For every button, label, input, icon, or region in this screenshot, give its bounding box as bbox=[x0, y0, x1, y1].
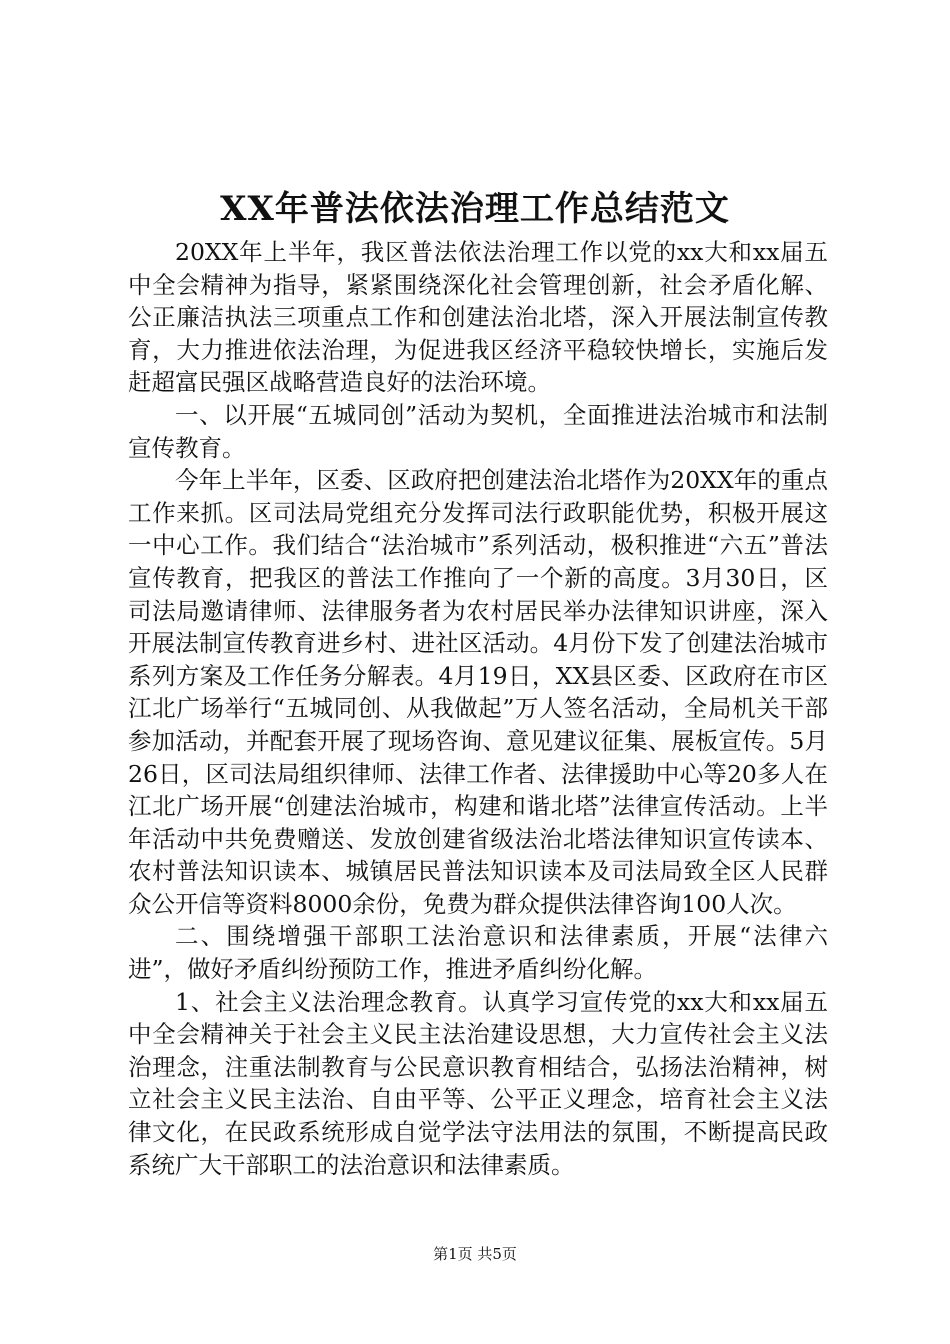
document-body bbox=[128, 236, 828, 1181]
paragraph-item-1: 1、社会主义法治理念教育。认真学习宣传党的xx大和xx届五中全会精神关于社会主义民主法治建设思想，大力宣传社会主义法治理念，注重法制教育与公民意识教育相结合，弘扬法治精神，树立社会主义民主法治、自由平等、公平正义理念，培育社会主义法律文化，在民政系统形成自觉学法守法用法的氛围，不断提高民政系统广大干部职工的法治意识和法律素质。 bbox=[128, 987, 828, 1179]
document-title: XX年普法依法治理工作总结范文 bbox=[220, 189, 730, 229]
paragraph-section-2-heading: 二、围绕增强干部职工法治意识和法律素质，开展“法律六进”，做好矛盾纠纷预防工作，推进矛盾纠纷化解。 bbox=[128, 922, 828, 984]
page-number-footer: 第1页 共5页 bbox=[433, 1245, 517, 1263]
paragraph-section-1-heading: 一、以开展“五城同创”活动为契机，全面推进法治城市和法制宣传教育。 bbox=[128, 400, 828, 462]
paragraph-intro: 20XX年上半年，我区普法依法治理工作以党的xx大和xx届五中全会精神为指导，紧紧围绕深化社会管理创新，社会矛盾化解、公正廉洁执法三项重点工作和创建法治北塔，深入开展法制宣传教育，大力推进依法治理，为促进我区经济平稳较快增长，实施后发赶超富民强区战略营造良好的法治环境。 bbox=[128, 238, 828, 397]
paragraph-section-1-body: 今年上半年，区委、区政府把创建法治北塔作为20XX年的重点工作来抓。区司法局党组充分发挥司法行政职能优势，积极开展这一中心工作。我们结合“法治城市”系列活动，极积推进“六五”普法宣传教育，把我区的普法工作推向了一个新的高度。3月30日，区司法局邀请律师、法律服务者为农村居民举办法律知识讲座，深入开展法制宣传教育进乡村、进社区活动。4月份下发了创建法治城市系列方案及工作任务分解表。4月19日，XX县区委、区政府在市区江北广场举行“五城同创、从我做起”万人签名活动，全局机关干部参加活动，并配套开展了现场咨询、意见建议征集、展板宣传。5月26日，区司法局组织律师、法律工作者、法律援助中心等20多人在江北广场开展“创建法治城市，构建和谐北塔”法律宣传活动。上半年活动中共免费赠送、发放创建省级法治北塔法律知识宣传读本、农村普法知识读本、城镇居民普法知识读本及司法局致全区人民群众公开信等资料8000余份，免费为群众提供法律咨询100人次。 bbox=[128, 466, 828, 918]
